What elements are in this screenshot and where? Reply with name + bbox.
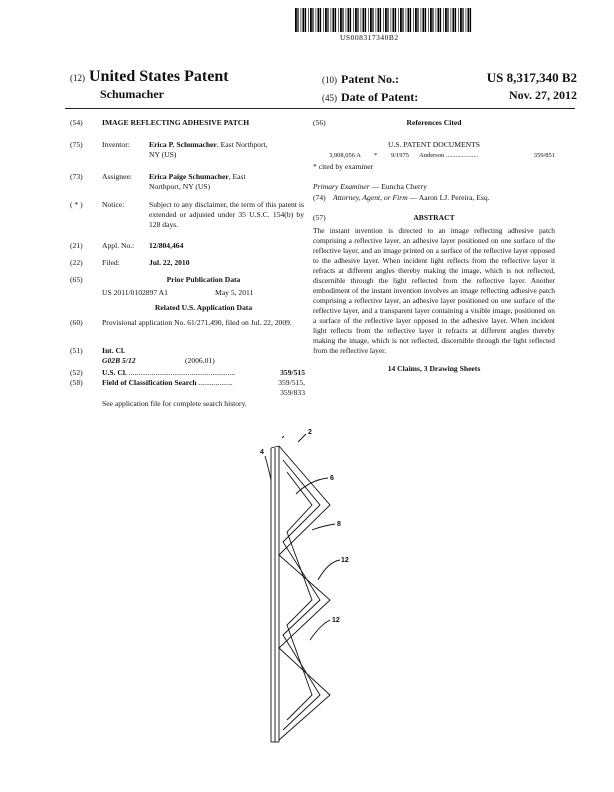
code-52: (52) (70, 368, 83, 377)
prior-pub-number: US 2011/0102897 A1 (102, 288, 168, 297)
attorney-label: Attorney, Agent, or Firm (333, 193, 408, 202)
ref-star: * (374, 152, 378, 159)
int-cl-value: G02B 5/12 (102, 356, 136, 365)
abstract-text: The instant invention is directed to an image reflecting adhesive patch comprising a reflective layer, an adhesive layer positioned on one surface of the reflective layer, and an image printed on a surface of the reflective layer opposed to the adhesive layer. When incident light reflects from the reflective layer it refracts at different angles thereby making the image, which is not reflected, discernible through the light reflected from the reflective layer. Another embodiment of the instant invention involves an image reflecting adhesive patch comprising a reflective layer, an adhesive layer positioned on one surface of the reflective layer, and a transparent layer containing a visible image, positioned on a surface of the reflective layer opposed to the adhesive layer. When incident light reflects from the reflective layer it refracts at different angles thereby making the image, which is not reflected, discernible through the light reflected from the reflective layer. (313, 226, 555, 355)
code-21: (21) (70, 241, 83, 250)
assignee-location: , East (228, 172, 246, 181)
code-45: (45) (322, 93, 337, 103)
code-22: (22) (70, 258, 83, 267)
left-column (70, 118, 305, 409)
code-58: (58) (70, 378, 83, 387)
code-56: (56) (313, 118, 326, 127)
inventor-label: Inventor: (102, 140, 130, 149)
filed-date: Jul. 22, 2010 (149, 258, 190, 267)
assignee-location-2: Northport, NY (US) (149, 182, 211, 191)
prior-pub-date: May 5, 2011 (215, 288, 254, 297)
header-rule (65, 108, 575, 109)
assignee-label: Assignee: (102, 172, 132, 181)
abstract-title: ABSTRACT (413, 213, 455, 222)
field-notice (70, 200, 305, 241)
code-74: (74) (313, 193, 326, 202)
primary-value: — Euncha Cherry (369, 182, 427, 191)
figure-label-12b: 12 (332, 617, 340, 624)
code-57: (57) (313, 213, 326, 222)
leader-2b (282, 436, 284, 438)
figure-label-4: 4 (260, 449, 264, 456)
field-52 (70, 368, 305, 378)
primary-label: Primary Examiner (313, 182, 370, 191)
patent-date: Nov. 27, 2012 (508, 88, 577, 102)
leader-6 (296, 478, 328, 494)
figure-label-12a: 12 (341, 557, 349, 564)
field-60 (70, 318, 305, 346)
ref-dots: .................... (444, 152, 479, 159)
appl-number: 12/804,464 (149, 241, 184, 250)
code-65: (65) (70, 275, 83, 284)
cited-note: * cited by examiner (313, 162, 374, 171)
assignee-name: Erica Paige Schumacher (149, 172, 229, 181)
field-75 (70, 140, 305, 172)
code-60: (60) (70, 318, 83, 327)
leader-2 (298, 434, 306, 442)
field-74 (313, 193, 555, 213)
field-73 (70, 172, 305, 200)
barcode-number: US008317340B2 (340, 33, 399, 42)
us-cl-dots: ........................................................ (126, 368, 236, 377)
prior-pub-title: Prior Publication Data (166, 275, 241, 284)
notice-label: Notice: (102, 200, 125, 209)
field-search-label: Field of Classification Search (102, 378, 197, 387)
appl-label: Appl. No.: (102, 241, 135, 250)
field-57 (313, 213, 555, 226)
figure-label-8: 8 (337, 521, 341, 528)
code-75: (75) (70, 140, 83, 149)
code-73: (73) (70, 172, 83, 181)
reference-row (313, 151, 555, 162)
inventor-location: , East Northport, (216, 140, 268, 149)
patent-figure (240, 420, 370, 760)
ref-date: 9/1975 (391, 152, 410, 159)
attorney-value: — Aaron LJ. Pereira, Esq. (407, 193, 490, 202)
field-54 (70, 118, 305, 140)
barcode-image (295, 8, 475, 32)
leader-4 (265, 456, 271, 480)
zigzag-inner-2 (287, 472, 312, 720)
inventor-name: Erica P. Schumacher (149, 140, 217, 149)
code-51: (51) (70, 346, 83, 355)
document-type (70, 68, 229, 86)
inventor-surname: Schumacher (100, 87, 164, 101)
doc-type-title: United States Patent (89, 68, 229, 85)
patent-no-label: Patent No.: (341, 72, 399, 86)
figure-label-2: 2 (308, 429, 312, 436)
code-10: (10) (322, 75, 337, 85)
int-cl-year: (2006.01) (185, 356, 215, 365)
code-12: (12) (70, 73, 85, 83)
claims-summary: 14 Claims, 3 Drawing Sheets (387, 364, 481, 373)
field-search-value-1: 359/515, (278, 378, 305, 387)
leader-12b (310, 620, 330, 640)
date-row (322, 88, 577, 106)
field-51 (70, 346, 305, 368)
field-58 (70, 378, 305, 399)
title-text: IMAGE REFLECTING ADHESIVE PATCH (102, 118, 250, 127)
related-data-title (70, 303, 305, 318)
right-column (313, 118, 555, 374)
field-search-dots: .................. (196, 378, 233, 387)
field-21 (70, 241, 305, 258)
filed-label: Filed: (102, 258, 120, 267)
related-title: Related U.S. Application Data (154, 303, 253, 312)
patent-number: US 8,317,340 B2 (486, 70, 577, 85)
field-search-value-2: 359/833 (280, 388, 305, 397)
us-cl-value: 359/515 (280, 368, 305, 377)
ref-number: 3,908,056 A (329, 152, 361, 159)
ref-name: Anderson (419, 152, 445, 159)
patent-number-row (322, 70, 577, 88)
layer-top (271, 446, 279, 448)
us-cl-label: U.S. Cl. (102, 368, 127, 377)
notice-text: Subject to any disclaimer, the term of this patent is extended or adjusted under 35 U.S.C. 154(b) by 128 days. (149, 200, 304, 229)
field-65 (70, 275, 305, 303)
leader-8 (312, 524, 335, 530)
zigzag-outer (279, 446, 330, 740)
figure-label-6: 6 (330, 475, 334, 482)
zigzag-inner (283, 460, 320, 730)
provisional-text: Provisional application No. 61/271,490, filed on Jul. 22, 2009. (102, 318, 292, 327)
primary-examiner (313, 182, 555, 193)
us-docs-title: U.S. PATENT DOCUMENTS (388, 140, 480, 149)
see-application: See application file for complete search history. (102, 399, 247, 408)
int-cl-label: Int. Cl. (102, 346, 125, 355)
references-title: References Cited (406, 118, 462, 127)
date-label: Date of Patent: (341, 90, 419, 104)
field-22 (70, 258, 305, 275)
inventor-location-2: NY (US) (149, 150, 177, 159)
code-54: (54) (70, 118, 83, 127)
field-56 (313, 118, 555, 140)
ref-class: 359/851 (533, 152, 555, 159)
leader-12a (318, 560, 340, 580)
code-notice: ( * ) (70, 200, 83, 209)
